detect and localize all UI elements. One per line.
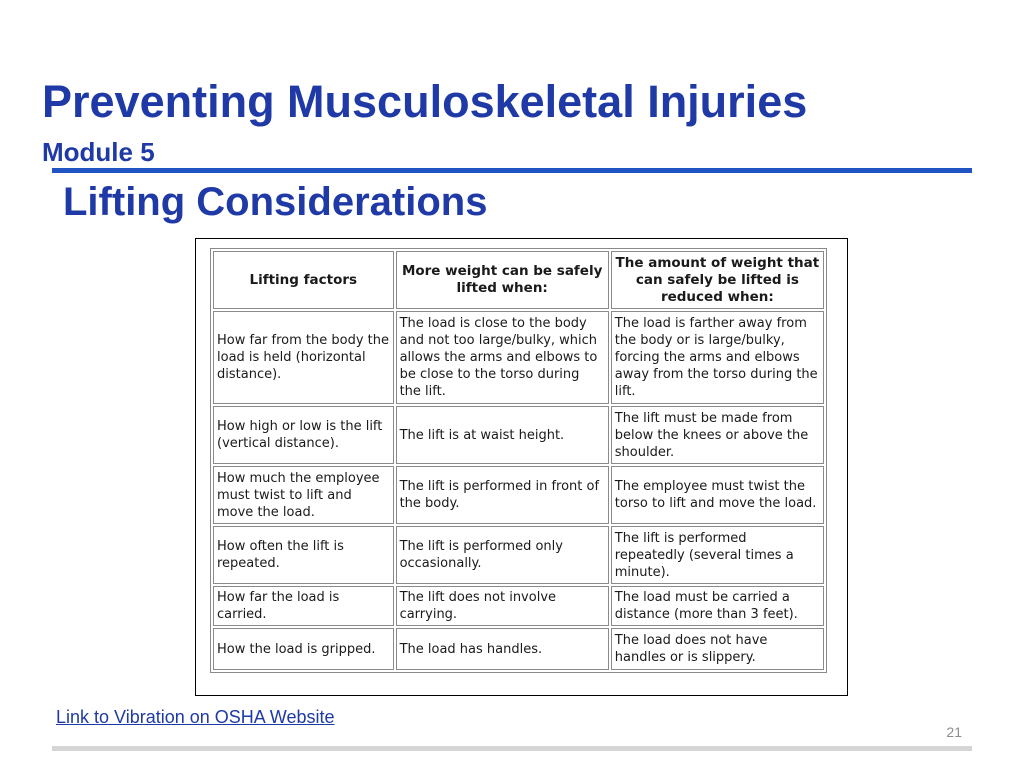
more-weight-cell: The lift is performed only occasionally. bbox=[396, 526, 609, 584]
more-weight-cell: The lift is performed in front of the body. bbox=[396, 466, 609, 524]
reduced-weight-cell: The load is farther away from the body or is large/bulky, forcing the arms and elbows away from the torso during the lift. bbox=[611, 311, 824, 404]
table-row bbox=[213, 526, 824, 584]
slide-title: Preventing Musculoskeletal Injuries bbox=[42, 76, 808, 127]
column-header-more-weight: More weight can be safely lifted when: bbox=[396, 251, 609, 309]
more-weight-cell: The lift does not involve carrying. bbox=[396, 586, 609, 626]
table-row bbox=[213, 311, 824, 404]
table-row bbox=[213, 628, 824, 670]
footer-divider bbox=[52, 746, 972, 751]
reduced-weight-cell: The lift is performed repeatedly (several times a minute). bbox=[611, 526, 824, 584]
more-weight-cell: The lift is at waist height. bbox=[396, 406, 609, 464]
lifting-factor-cell: How much the employee must twist to lift and move the load. bbox=[213, 466, 394, 524]
table-row bbox=[213, 466, 824, 524]
reduced-weight-cell: The employee must twist the torso to lift and move the load. bbox=[611, 466, 824, 524]
table-row bbox=[213, 586, 824, 626]
reduced-weight-cell: The load does not have handles or is slippery. bbox=[611, 628, 824, 670]
page-number: 21 bbox=[946, 724, 962, 740]
lifting-factor-cell: How the load is gripped. bbox=[213, 628, 394, 670]
lifting-factors-table bbox=[210, 248, 827, 673]
lifting-factor-cell: How often the lift is repeated. bbox=[213, 526, 394, 584]
more-weight-cell: The load is close to the body and not too large/bulky, which allows the arms and elbows to be close to the torso during the lift. bbox=[396, 311, 609, 404]
lifting-factor-cell: How far the load is carried. bbox=[213, 586, 394, 626]
column-header-lifting-factors: Lifting factors bbox=[213, 251, 394, 309]
more-weight-cell: The load has handles. bbox=[396, 628, 609, 670]
table-header-row bbox=[213, 251, 824, 309]
section-heading: Lifting Considerations bbox=[63, 180, 488, 224]
module-label: Module 5 bbox=[42, 137, 155, 167]
lifting-factor-cell: How far from the body the load is held (horizontal distance). bbox=[213, 311, 394, 404]
table-row bbox=[213, 406, 824, 464]
osha-vibration-link[interactable]: Link to Vibration on OSHA Website bbox=[56, 707, 335, 727]
title-divider bbox=[52, 168, 972, 173]
lifting-factor-cell: How high or low is the lift (vertical distance). bbox=[213, 406, 394, 464]
reduced-weight-cell: The lift must be made from below the knees or above the shoulder. bbox=[611, 406, 824, 464]
lifting-table-image bbox=[195, 238, 848, 696]
column-header-reduced-weight: The amount of weight that can safely be lifted is reduced when: bbox=[611, 251, 824, 309]
reduced-weight-cell: The load must be carried a distance (more than 3 feet). bbox=[611, 586, 824, 626]
